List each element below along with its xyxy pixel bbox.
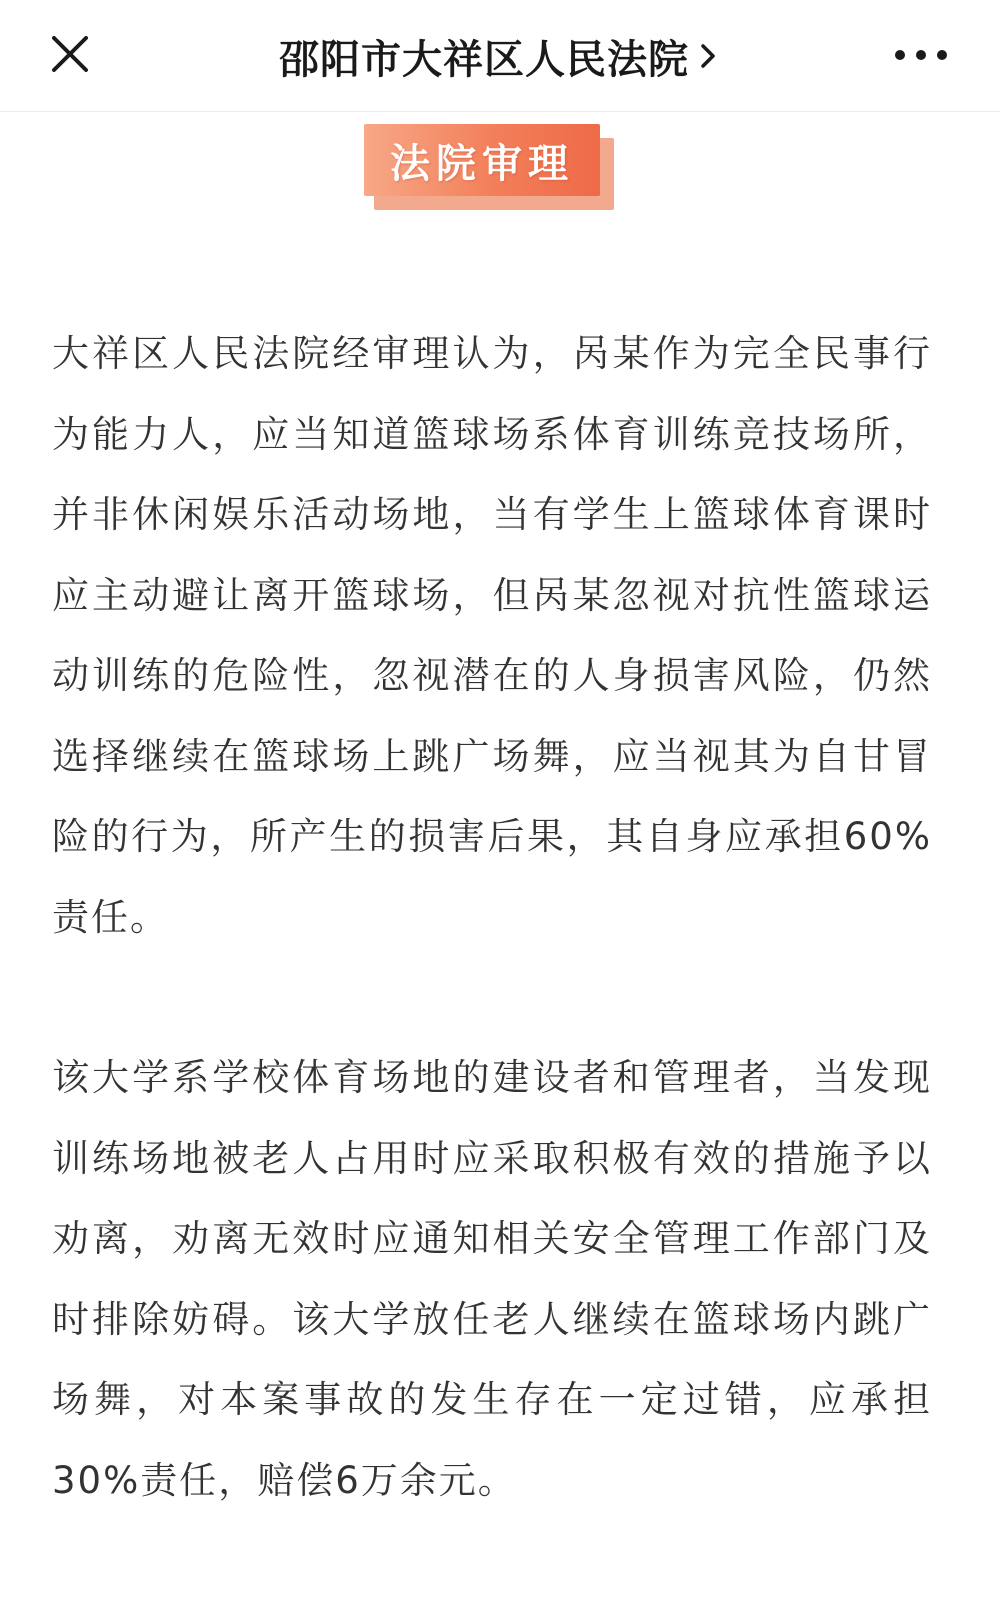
close-button[interactable] [42,26,98,82]
top-nav-bar [0,0,1000,112]
close-icon [42,26,98,82]
section-heading-label: 法院审理 [390,140,574,187]
section-heading-badge [364,124,618,214]
account-title-link[interactable] [150,26,850,86]
more-options-button[interactable] [886,30,956,80]
chevron-right-icon [697,38,721,74]
more-horizontal-icon [886,30,956,80]
article-paragraph-2: 该大学系学校体育场地的建设者和管理者，当发现训练场地被老人占用时应采取积极有效的措施予以劝离，劝离无效时应通知相关安全管理工作部门及时排除妨碍。该大学放任老人继续在篮球场内跳广场舞，对本案事故的发生存在一定过错，应承担30%责任，赔偿6万余元。 [52,1056,932,1502]
page-title: 邵阳市大祥区人民法院 [279,36,689,83]
article-paragraph-1: 大祥区人民法院经审理认为，呙某作为完全民事行为能力人，应当知道篮球场系体育训练竞技场所，并非休闲娱乐活动场地，当有学生上篮球体育课时应主动避让离开篮球场，但呙某忽视对抗性篮球运动训练的危险性，忽视潜在的人身损害风险，仍然选择继续在篮球场上跳广场舞，应当视其为自甘冒险的行为，所产生的损害后果，其自身应承担60%责任。 [52,332,932,939]
badge-face [364,124,600,196]
